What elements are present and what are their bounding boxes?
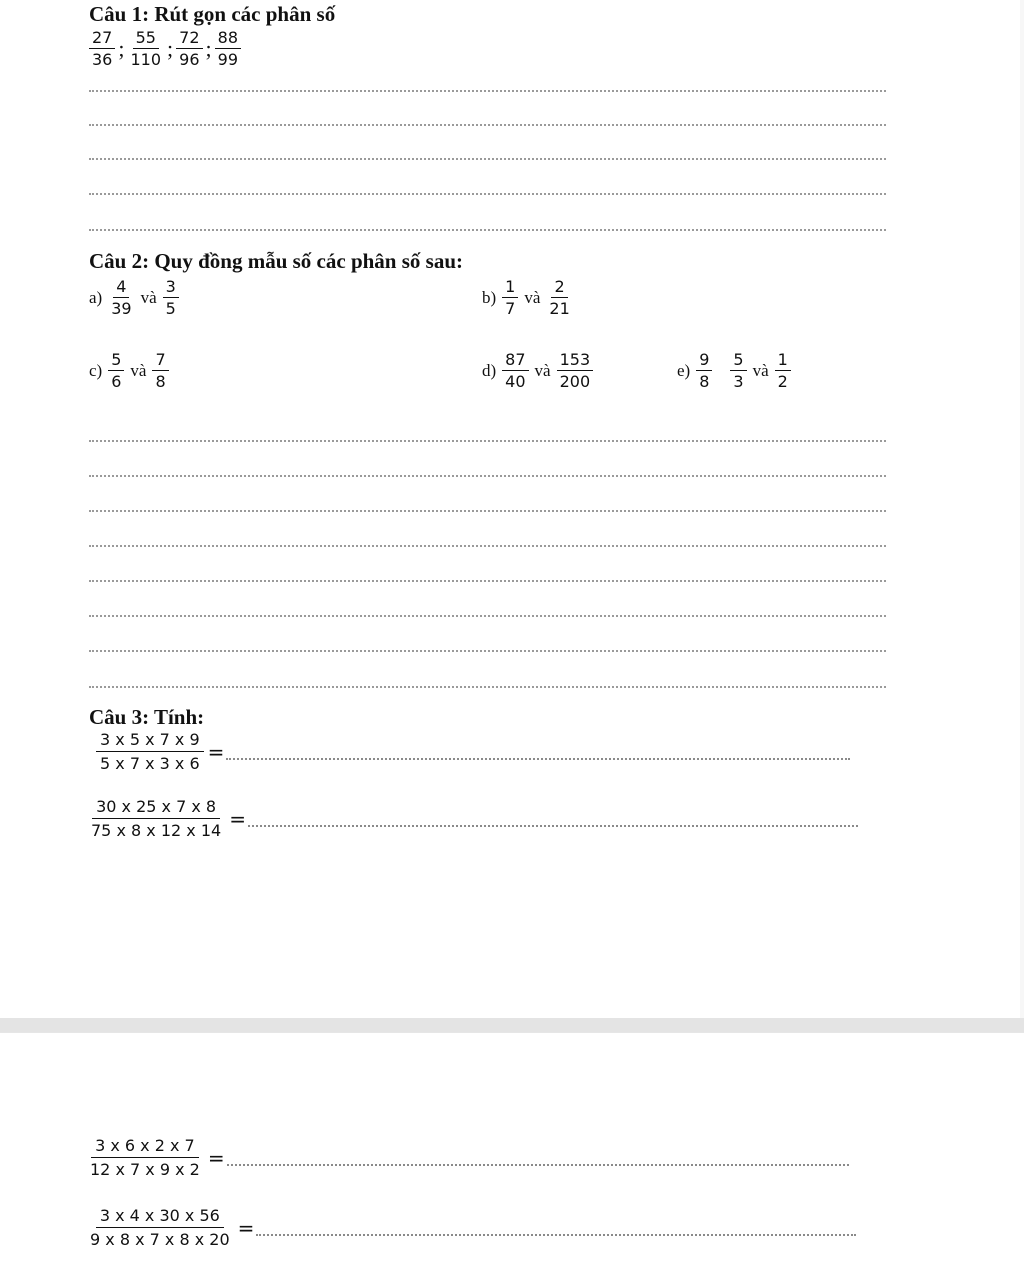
- calc-expression-2: [87, 797, 858, 840]
- item-label: e): [677, 360, 691, 380]
- question-1-fractions: [89, 28, 241, 69]
- conjunction: và: [524, 287, 541, 307]
- fraction: $\frac{30 x 25 x 7 x 8}{75 x 8 x 12 x 14}$: [91, 797, 222, 840]
- fraction: $\frac{1}{7}$: [502, 277, 518, 318]
- item-label: a): [89, 287, 103, 307]
- answer-line[interactable]: [89, 90, 886, 92]
- answer-line[interactable]: [227, 1164, 849, 1166]
- calc-expression-1: [96, 730, 850, 773]
- fraction: $\frac{9}{8}$: [696, 350, 712, 391]
- answer-line[interactable]: [89, 686, 886, 688]
- fraction: $\frac{3 x 6 x 2 x 7}{12 x 7 x 9 x 2}$: [90, 1136, 200, 1179]
- question-1-title: Câu 1: Rút gọn các phân số: [89, 2, 336, 26]
- question-2d: [482, 350, 593, 391]
- fraction: $\frac{153}{200}$: [557, 350, 594, 391]
- equals-sign: =: [229, 806, 246, 831]
- conjunction: và: [140, 287, 157, 307]
- answer-line[interactable]: [89, 580, 886, 582]
- fraction: $\frac{55}{110}$: [130, 28, 162, 69]
- separator: ;: [167, 35, 174, 61]
- fraction: $\frac{3 x 5 x 7 x 9}{5 x 7 x 3 x 6}$: [96, 730, 204, 773]
- fraction: $\frac{1}{2}$: [775, 350, 791, 391]
- answer-line[interactable]: [89, 475, 886, 477]
- conjunction: và: [130, 360, 147, 380]
- fraction: $\frac{7}{8}$: [152, 350, 168, 391]
- item-label: d): [482, 360, 497, 380]
- fraction: $\frac{2}{21}$: [549, 277, 570, 318]
- calc-expression-4: [86, 1206, 856, 1249]
- calc-expression-3: [86, 1136, 849, 1179]
- separator: ;: [205, 35, 212, 61]
- worksheet-page-2: [0, 1032, 1024, 1281]
- conjunction: và: [534, 360, 551, 380]
- question-2e: [677, 350, 791, 391]
- answer-line[interactable]: [256, 1234, 856, 1236]
- answer-line[interactable]: [89, 229, 886, 231]
- fraction: $\frac{4}{39}$: [111, 277, 132, 318]
- separator: ;: [118, 35, 125, 61]
- question-2-title: Câu 2: Quy đồng mẫu số các phân số sau:: [89, 249, 464, 273]
- answer-line[interactable]: [89, 615, 886, 617]
- question-3-title: Câu 3: Tính:: [89, 705, 205, 729]
- fraction: $\frac{3 x 4 x 30 x 56}{9 x 8 x 7 x 8 x 20}$: [90, 1206, 230, 1249]
- answer-line[interactable]: [89, 158, 886, 160]
- fraction: $\frac{27}{36}$: [89, 28, 115, 69]
- question-2c: [89, 350, 169, 391]
- fraction: $\frac{5}{3}$: [730, 350, 746, 391]
- equals-sign: =: [207, 739, 225, 764]
- answer-line[interactable]: [89, 440, 886, 442]
- conjunction: và: [752, 360, 769, 380]
- fraction: $\frac{3}{5}$: [163, 277, 179, 318]
- answer-line[interactable]: [248, 825, 858, 827]
- fraction: $\frac{72}{96}$: [176, 28, 202, 69]
- item-label: b): [482, 287, 497, 307]
- question-2a: [89, 277, 179, 318]
- answer-line[interactable]: [89, 193, 886, 195]
- fraction: $\frac{87}{40}$: [502, 350, 528, 391]
- page-gap: [0, 1018, 1024, 1032]
- answer-line[interactable]: [89, 510, 886, 512]
- item-label: c): [89, 360, 103, 380]
- equals-sign: =: [237, 1215, 255, 1240]
- question-2b: [482, 277, 573, 318]
- answer-line[interactable]: [89, 545, 886, 547]
- answer-line[interactable]: [226, 758, 850, 760]
- fraction: $\frac{88}{99}$: [215, 28, 241, 69]
- fraction: $\frac{5}{6}$: [108, 350, 124, 391]
- equals-sign: =: [207, 1145, 225, 1170]
- answer-line[interactable]: [89, 650, 886, 652]
- answer-line[interactable]: [89, 124, 886, 126]
